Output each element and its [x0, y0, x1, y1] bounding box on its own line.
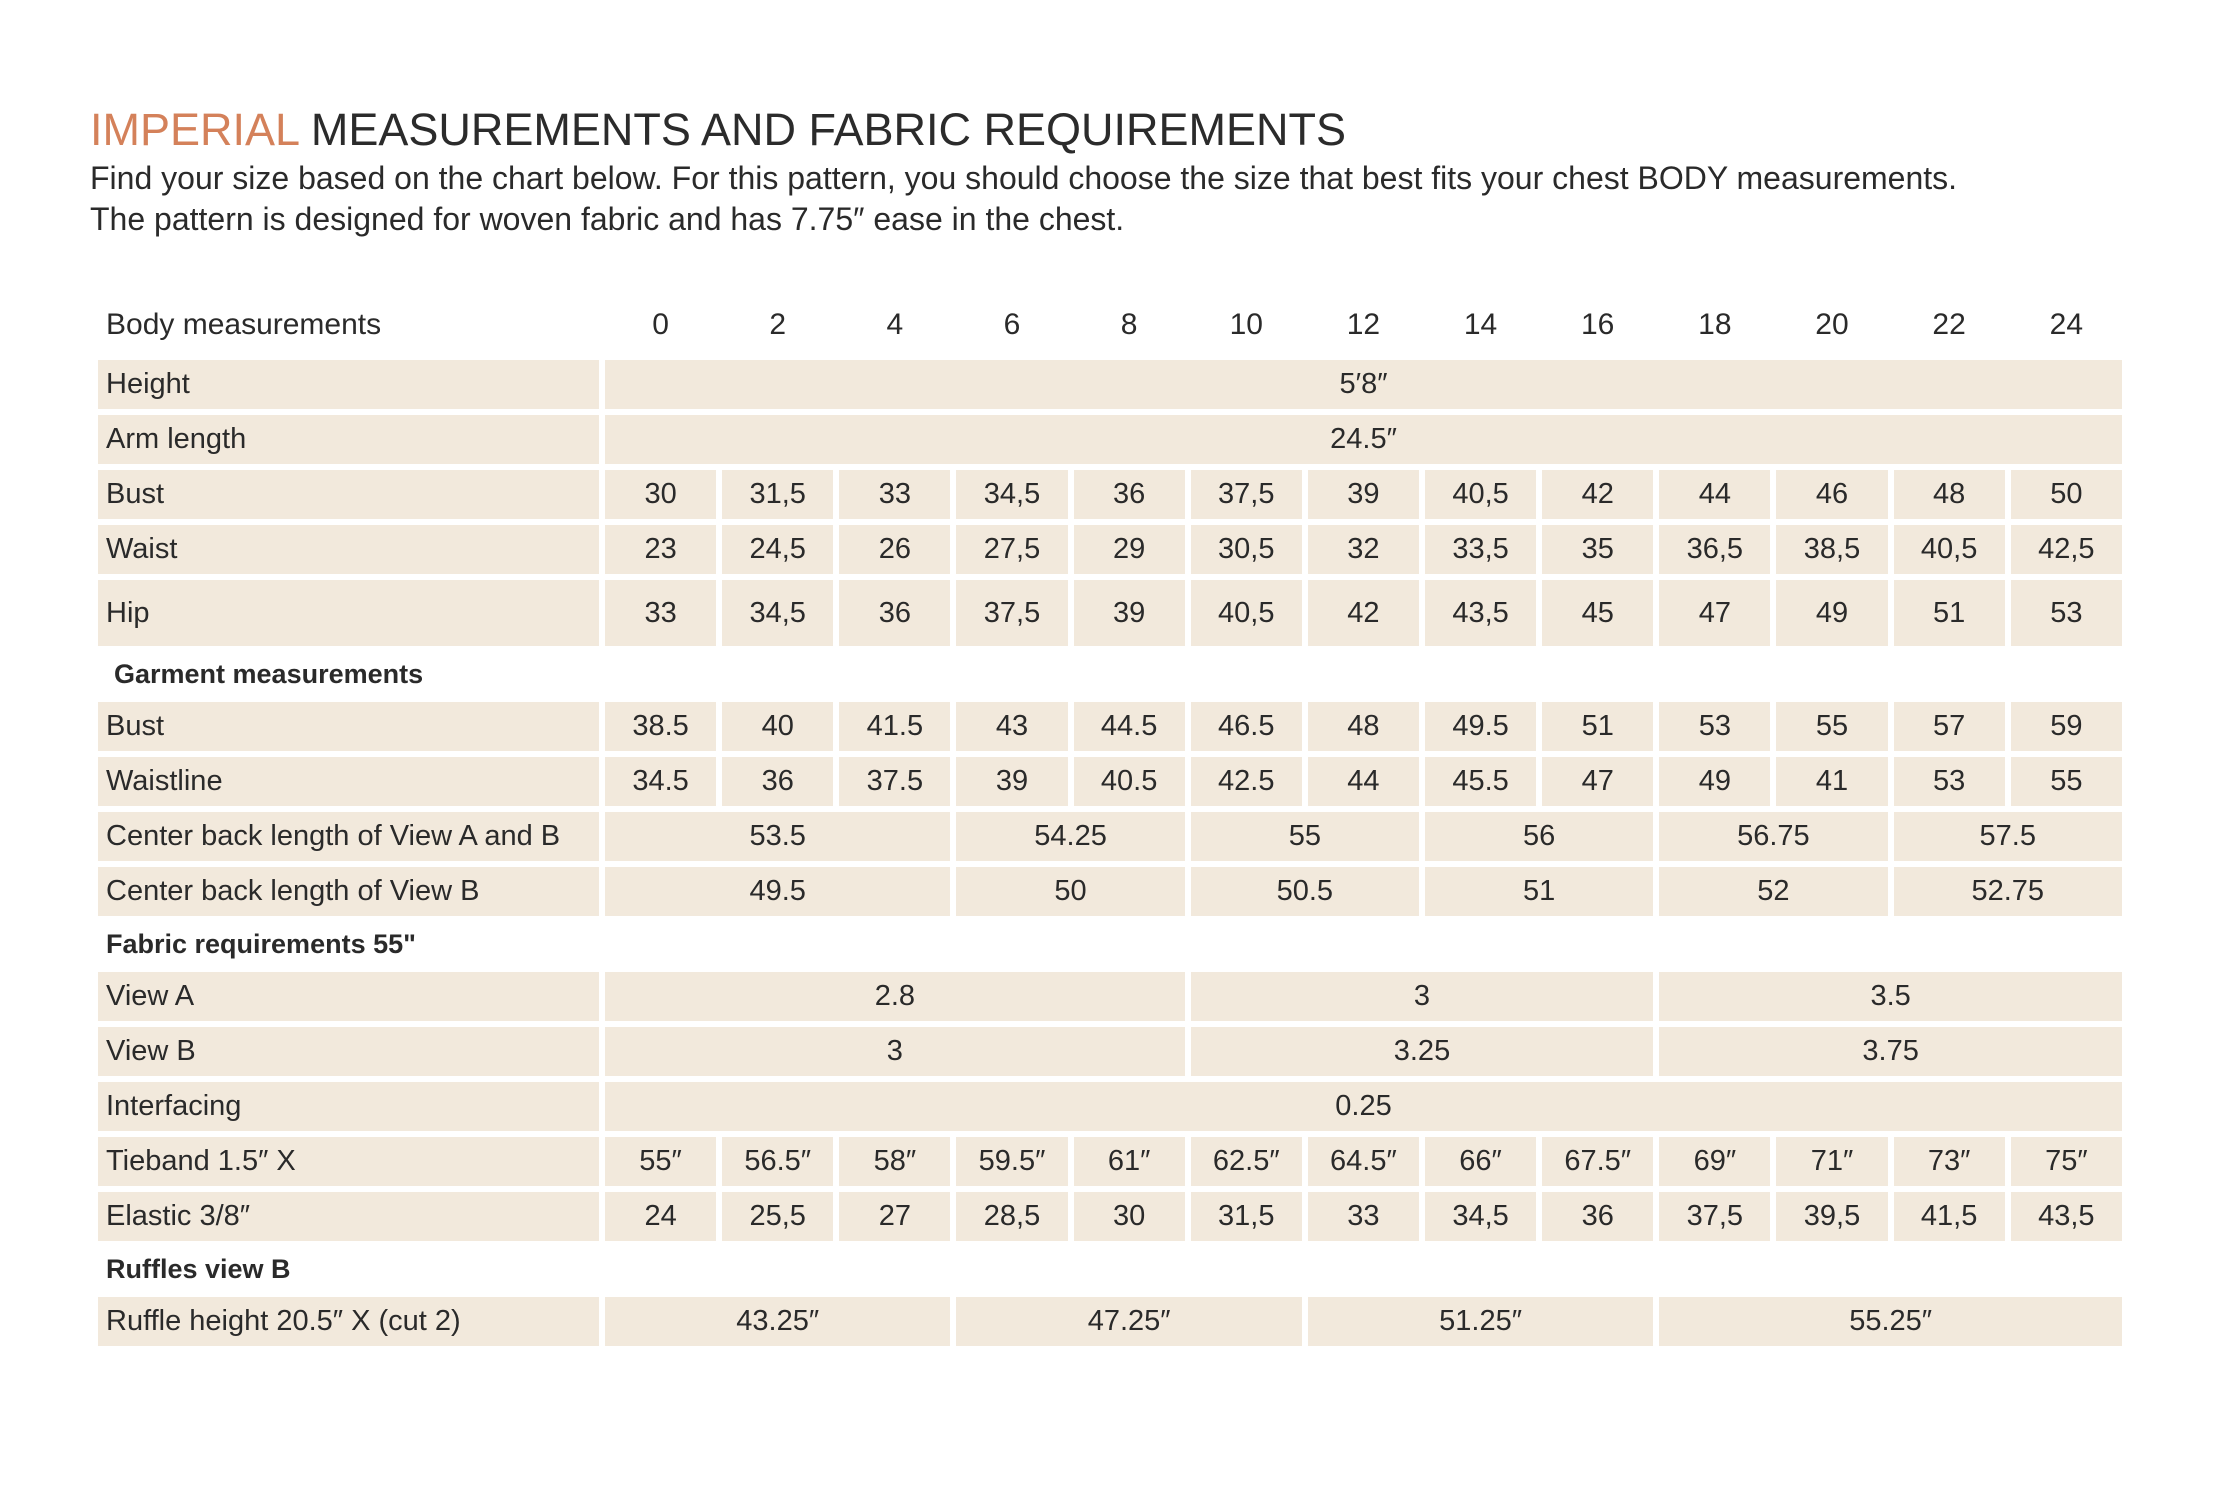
table-row-cb-view-ab	[98, 812, 2122, 861]
table-cell: 43,5	[2011, 1192, 2122, 1241]
table-cell: 34,5	[956, 470, 1067, 519]
table-cell: 25,5	[722, 1192, 833, 1241]
table-cell: 39	[1074, 580, 1185, 646]
intro-line-2: The pattern is designed for woven fabric and has 7.75″ ease in the chest.	[90, 201, 1125, 237]
table-cell: 32	[1308, 525, 1419, 574]
table-cell: 57.5	[1894, 812, 2122, 861]
table-cell: 48	[1894, 470, 2005, 519]
table-cell: 61″	[1074, 1137, 1185, 1186]
table-cell: 30,5	[1191, 525, 1302, 574]
table-cell: 41,5	[1894, 1192, 2005, 1241]
table-cell: 52	[1659, 867, 1887, 916]
table-cell: 51	[1542, 702, 1653, 751]
table-row-tieband	[98, 1137, 2122, 1186]
table-cell: 42.5	[1191, 757, 1302, 806]
intro-text	[90, 158, 2170, 240]
table-cell: 50	[956, 867, 1184, 916]
table-cell: 51.25″	[1308, 1297, 1653, 1346]
row-label: Height	[98, 360, 599, 409]
table-cell: 29	[1074, 525, 1185, 574]
table-cell: 39	[956, 757, 1067, 806]
table-row-hip	[98, 580, 2122, 646]
table-row-view-b	[98, 1027, 2122, 1076]
table-cell: 55	[2011, 757, 2122, 806]
table-cell: 56	[1425, 812, 1653, 861]
table-row-garment-bust	[98, 702, 2122, 751]
title-rest: MEASUREMENTS AND FABRIC REQUIREMENTS	[298, 104, 1347, 155]
table-cell: 44	[1308, 757, 1419, 806]
size-header: 16	[1581, 308, 1615, 341]
section-row-garment	[98, 652, 2122, 696]
section-title: Ruffles view B	[106, 1253, 291, 1284]
table-cell: 3.5	[1659, 972, 2122, 1021]
table-cell: 33	[839, 470, 950, 519]
table-cell: 34.5	[605, 757, 716, 806]
table-cell: 33,5	[1425, 525, 1536, 574]
table-cell: 30	[605, 470, 716, 519]
table-cell: 52.75	[1894, 867, 2122, 916]
table-cell: 42	[1308, 580, 1419, 646]
table-cell: 39	[1308, 470, 1419, 519]
table-cell: 40.5	[1074, 757, 1185, 806]
table-cell: 26	[839, 525, 950, 574]
table-cell: 47	[1659, 580, 1770, 646]
size-header: 22	[1932, 308, 1966, 341]
table-cell: 40,5	[1191, 580, 1302, 646]
table-cell: 37,5	[956, 580, 1067, 646]
table-cell: 38.5	[605, 702, 716, 751]
table-cell: 51	[1894, 580, 2005, 646]
table-cell: 42	[1542, 470, 1653, 519]
table-row-arm-length	[98, 415, 2122, 464]
table-cell: 43,5	[1425, 580, 1536, 646]
table-cell: 49.5	[1425, 702, 1536, 751]
table-cell: 44	[1659, 470, 1770, 519]
table-cell: 49	[1659, 757, 1770, 806]
table-cell: 58″	[839, 1137, 950, 1186]
table-cell: 3	[1191, 972, 1654, 1021]
table-cell: 71″	[1776, 1137, 1887, 1186]
row-label: View A	[98, 972, 599, 1021]
table-cell: 53	[2011, 580, 2122, 646]
row-label: Center back length of View A and B	[98, 812, 599, 861]
size-header: 0	[652, 308, 669, 341]
table-cell: 47	[1542, 757, 1653, 806]
table-cell: 53.5	[605, 812, 950, 861]
table-cell: 30	[1074, 1192, 1185, 1241]
table-cell: 40,5	[1894, 525, 2005, 574]
table-cell: 50	[2011, 470, 2122, 519]
table-cell: 55.25″	[1659, 1297, 2122, 1346]
table-cell: 47.25″	[956, 1297, 1301, 1346]
table-cell: 36	[839, 580, 950, 646]
table-cell: 35	[1542, 525, 1653, 574]
table-cell: 59.5″	[956, 1137, 1067, 1186]
table-cell: 46.5	[1191, 702, 1302, 751]
table-cell: 51	[1425, 867, 1653, 916]
table-cell: 62.5″	[1191, 1137, 1302, 1186]
size-header: 20	[1815, 308, 1849, 341]
size-header: 24	[2049, 308, 2084, 341]
row-label: Center back length of View B	[98, 867, 599, 916]
table-cell: 31,5	[722, 470, 833, 519]
section-title: Fabric requirements 55"	[106, 928, 416, 959]
table-cell: 42,5	[2011, 525, 2122, 574]
table-cell: 24.5″	[605, 415, 2122, 464]
table-cell: 64.5″	[1308, 1137, 1419, 1186]
table-cell: 45.5	[1425, 757, 1536, 806]
row-label: View B	[98, 1027, 599, 1076]
size-header: 2	[769, 308, 787, 341]
row-label: Ruffle height 20.5″ X (cut 2)	[98, 1297, 599, 1346]
table-cell: 24,5	[722, 525, 833, 574]
table-cell: 37,5	[1191, 470, 1302, 519]
header-label: Body measurements	[106, 308, 382, 341]
table-cell: 3	[605, 1027, 1185, 1076]
table-cell: 38,5	[1776, 525, 1887, 574]
section-title: Garment measurements	[114, 658, 424, 689]
table-cell: 50.5	[1191, 867, 1419, 916]
size-header: 6	[1003, 308, 1021, 341]
table-cell: 34,5	[722, 580, 833, 646]
table-cell: 39,5	[1776, 1192, 1887, 1241]
intro-line-1: Find your size based on the chart below. For this pattern, you should choose the size that best fits your chest BODY measurements.	[90, 160, 1958, 196]
size-header: 10	[1229, 308, 1263, 341]
table-row-waistline	[98, 757, 2122, 806]
table-cell: 43.25″	[605, 1297, 950, 1346]
table-cell: 43	[956, 702, 1067, 751]
table-cell: 5′8″	[605, 360, 2122, 409]
table-cell: 0.25	[605, 1082, 2122, 1131]
table-cell: 57	[1894, 702, 2005, 751]
table-cell: 73″	[1894, 1137, 2005, 1186]
table-cell: 27	[839, 1192, 950, 1241]
section-row-ruffles	[98, 1247, 2122, 1291]
table-cell: 3.75	[1659, 1027, 2122, 1076]
table-cell: 40,5	[1425, 470, 1536, 519]
table-cell: 28,5	[956, 1192, 1067, 1241]
size-header: 4	[886, 308, 904, 341]
table-cell: 3.25	[1191, 1027, 1654, 1076]
table-cell: 49.5	[605, 867, 950, 916]
table-row-bust	[98, 470, 2122, 519]
table-cell: 33	[1308, 1192, 1419, 1241]
row-label: Hip	[98, 580, 599, 646]
row-label: Waistline	[98, 757, 599, 806]
table-cell: 59	[2011, 702, 2122, 751]
table-cell: 54.25	[956, 812, 1184, 861]
row-label: Bust	[98, 702, 599, 751]
table-cell: 48	[1308, 702, 1419, 751]
row-label: Elastic 3/8″	[98, 1192, 599, 1241]
row-label: Waist	[98, 525, 599, 574]
size-header: 18	[1698, 308, 1732, 341]
table-cell: 66″	[1425, 1137, 1536, 1186]
table-cell: 69″	[1659, 1137, 1770, 1186]
table-cell: 49	[1776, 580, 1887, 646]
table-cell: 41.5	[839, 702, 950, 751]
table-cell: 55	[1776, 702, 1887, 751]
table-cell: 37,5	[1659, 1192, 1770, 1241]
table-cell: 36	[722, 757, 833, 806]
table-cell: 27,5	[956, 525, 1067, 574]
page-title	[90, 104, 1346, 156]
table-cell: 56.75	[1659, 812, 1887, 861]
table-cell: 37.5	[839, 757, 950, 806]
table-cell: 36	[1074, 470, 1185, 519]
table-row-ruffle-height	[98, 1297, 2122, 1346]
table-cell: 36,5	[1659, 525, 1770, 574]
table-cell: 55	[1191, 812, 1419, 861]
table-cell: 23	[605, 525, 716, 574]
size-header: 12	[1346, 308, 1381, 341]
table-row-interfacing	[98, 1082, 2122, 1131]
size-header-row	[98, 296, 2122, 354]
row-label: Tieband 1.5″ X	[98, 1137, 599, 1186]
table-cell: 31,5	[1191, 1192, 1302, 1241]
measurements-table	[92, 290, 2128, 1352]
table-row-view-a	[98, 972, 2122, 1021]
table-row-elastic	[98, 1192, 2122, 1241]
table-cell: 44.5	[1074, 702, 1185, 751]
table-cell: 24	[605, 1192, 716, 1241]
table-cell: 55″	[605, 1137, 716, 1186]
table-cell: 36	[1542, 1192, 1653, 1241]
table-cell: 41	[1776, 757, 1887, 806]
table-cell: 67.5″	[1542, 1137, 1653, 1186]
size-header: 8	[1120, 308, 1138, 341]
table-cell: 33	[605, 580, 716, 646]
row-label: Interfacing	[98, 1082, 599, 1131]
row-label: Arm length	[98, 415, 599, 464]
table-cell: 53	[1894, 757, 2005, 806]
table-cell: 56.5″	[722, 1137, 833, 1186]
row-label: Bust	[98, 470, 599, 519]
table-cell: 53	[1659, 702, 1770, 751]
table-row-cb-view-b	[98, 867, 2122, 916]
table-row-height	[98, 360, 2122, 409]
table-cell: 45	[1542, 580, 1653, 646]
section-row-fabric	[98, 922, 2122, 966]
table-cell: 75″	[2011, 1137, 2122, 1186]
size-header: 14	[1463, 308, 1498, 341]
title-accent: IMPERIAL	[90, 104, 299, 155]
table-cell: 46	[1776, 470, 1887, 519]
table-row-waist	[98, 525, 2122, 574]
table-cell: 34,5	[1425, 1192, 1536, 1241]
table-cell: 40	[722, 702, 833, 751]
table-cell: 2.8	[605, 972, 1185, 1021]
